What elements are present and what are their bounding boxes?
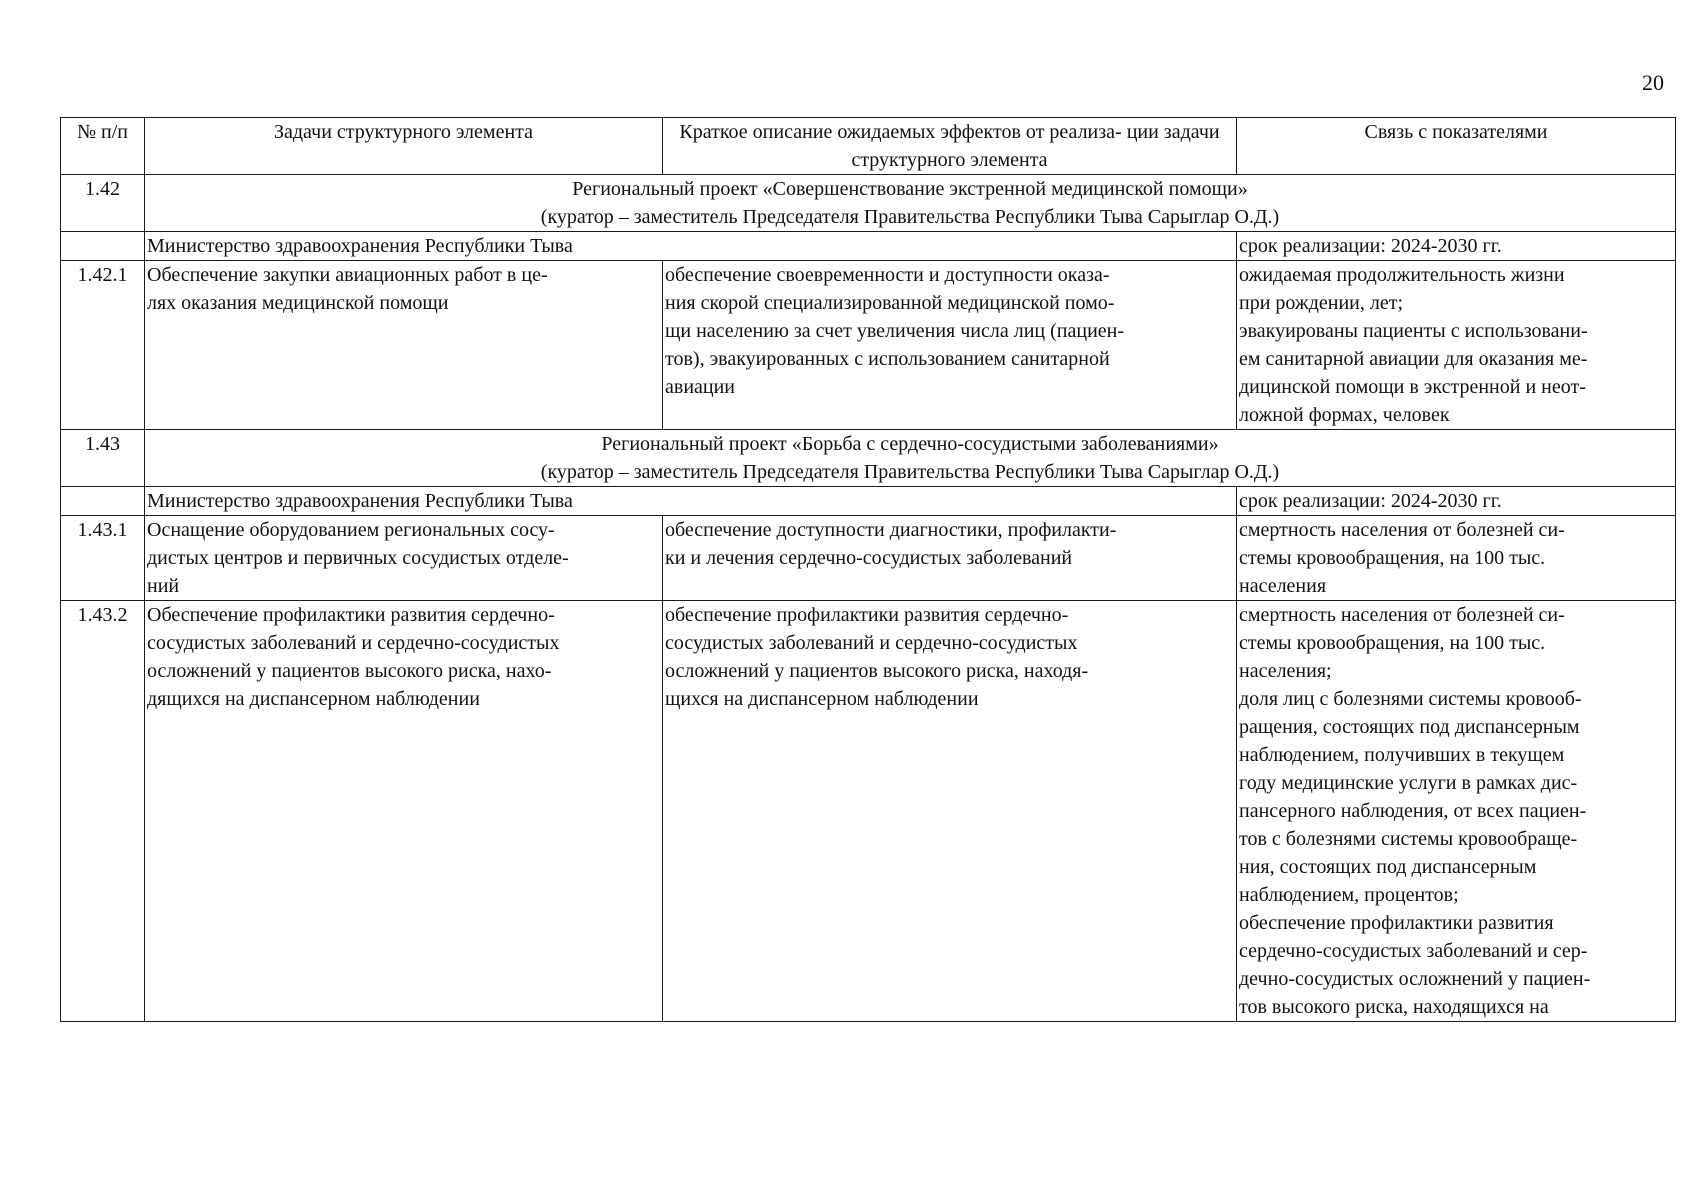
row-number: 1.42.1 [61, 261, 145, 430]
table-row [61, 516, 1676, 601]
header-effect: Краткое описание ожидаемых эффектов от реализа- ции задачи структурного элемента [663, 118, 1237, 175]
section-row [61, 430, 1676, 487]
indicator-cell: смертность населения от болезней си- стемы кровообращения, на 100 тыс. населения [1237, 516, 1676, 601]
table-row [61, 261, 1676, 430]
section-number: 1.42 [61, 175, 145, 232]
task-cell: Обеспечение профилактики развития сердечно- сосудистых заболеваний и сердечно-сосудистых осложнений у пациентов высокого риска, нахо- дящихся на диспансерном наблюдении [145, 601, 663, 1022]
header-task: Задачи структурного элемента [145, 118, 663, 175]
row-number: 1.43.1 [61, 516, 145, 601]
section-title: Региональный проект «Борьба с сердечно-сосудистыми заболеваниями» [601, 433, 1219, 455]
task-cell: Обеспечение закупки авиационных работ в це- лях оказания медицинской помощи [145, 261, 663, 430]
effect-cell: обеспечение своевременности и доступности оказа- ния скорой специализированной медицинской помо- щи населению за счет увеличения числа лиц (пациен- тов), эвакуированных с использованием санитарной авиации [663, 261, 1237, 430]
ministry-empty-cell [61, 232, 145, 261]
header-link: Связь с показателями [1237, 118, 1676, 175]
row-number: 1.43.2 [61, 601, 145, 1022]
page-number: 20 [1642, 70, 1664, 95]
ministry-name: Министерство здравоохранения Республики Тыва [145, 232, 1237, 261]
ministry-empty-cell [61, 487, 145, 516]
ministry-name: Министерство здравоохранения Республики Тыва [145, 487, 1237, 516]
structural-elements-table [60, 117, 1676, 1022]
table-row [61, 601, 1676, 1022]
table-header-row [61, 118, 1676, 175]
effect-cell: обеспечение профилактики развития сердечно- сосудистых заболеваний и сердечно-сосудистых осложнений у пациентов высокого риска, находя- щихся на диспансерном наблюдении [663, 601, 1237, 1022]
header-num: № п/п [61, 118, 145, 175]
section-number: 1.43 [61, 430, 145, 487]
ministry-row [61, 487, 1676, 516]
indicator-cell: смертность населения от болезней си- стемы кровообращения, на 100 тыс. населения; доля лиц с болезнями системы кровооб- ращения, состоящих под диспансерным наблюдением, получивших в текущем году медицинские услуги в рамках дис- пансерного наблюдения, от всех пациен- тов с болезнями системы кровообраще- ния, состоящих под диспансерным наблюдением, процентов; обеспечение профилактики развития сердечно-сосудистых заболеваний и сер- дечно-сосудистых осложнений у пациен- тов высокого риска, находящихся на [1237, 601, 1676, 1022]
indicator-cell: ожидаемая продолжительность жизни при рождении, лет; эвакуированы пациенты с использовани- ем санитарной авиации для оказания ме- дицинской помощи в экстренной и неот- ложной формах, человек [1237, 261, 1676, 430]
implementation-term: срок реализации: 2024-2030 гг. [1237, 487, 1676, 516]
section-title-cell [145, 175, 1676, 232]
section-title: Региональный проект «Совершенствование экстренной медицинской помощи» [572, 178, 1248, 200]
section-curator: (куратор – заместитель Председателя Правительства Республики Тыва Сарыглар О.Д.) [540, 461, 1280, 483]
section-curator: (куратор – заместитель Председателя Правительства Республики Тыва Сарыглар О.Д.) [540, 206, 1280, 228]
section-row [61, 175, 1676, 232]
ministry-row [61, 232, 1676, 261]
effect-cell: обеспечение доступности диагностики, профилакти- ки и лечения сердечно-сосудистых заболеваний [663, 516, 1237, 601]
task-cell: Оснащение оборудованием региональных сосу- дистых центров и первичных сосудистых отделе- ний [145, 516, 663, 601]
implementation-term: срок реализации: 2024-2030 гг. [1237, 232, 1676, 261]
section-title-cell [145, 430, 1676, 487]
